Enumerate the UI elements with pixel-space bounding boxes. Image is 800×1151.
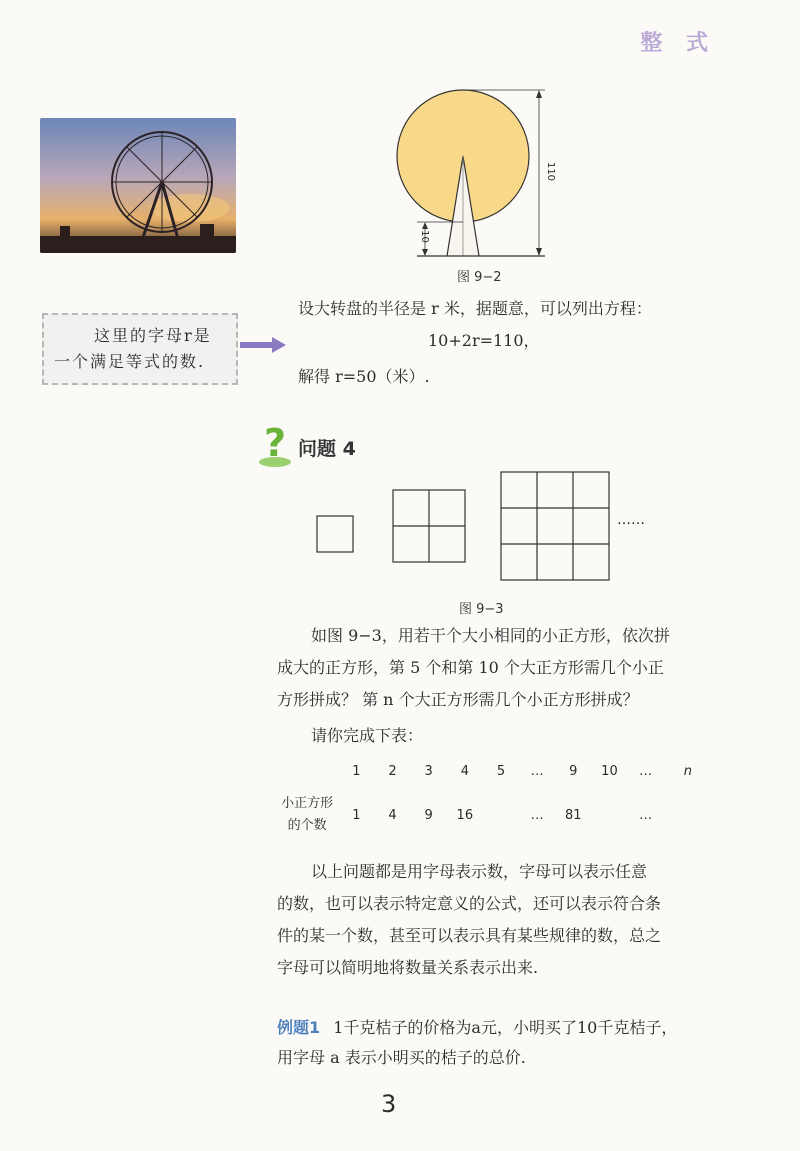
figure-9-3-caption: 图 9−3 <box>459 602 504 617</box>
example-label: 例题1 <box>277 1018 321 1037</box>
table-cell: 16 <box>456 807 474 823</box>
table-row-label <box>276 789 338 841</box>
table-cell: … <box>530 763 544 779</box>
count-table <box>276 753 712 841</box>
example-line-2: 用字母 a 表示小明买的桔子的总价. <box>277 1048 526 1067</box>
margin-note <box>42 313 238 385</box>
figure-9-2 <box>395 86 565 262</box>
table-row <box>276 789 712 841</box>
svg-text:?: ? <box>263 421 287 465</box>
row-label-line-1: 小正方形 <box>281 796 334 811</box>
row-label-line-2: 的个数 <box>287 818 327 833</box>
solution-equation: 10+2r=110， <box>428 331 540 350</box>
table-row <box>276 753 712 789</box>
solution-line-1: 设大转盘的半径是 r 米，据题意，可以列出方程： <box>298 299 652 318</box>
table-cell: 9 <box>569 763 578 779</box>
arrow-right-icon <box>240 337 286 357</box>
table-cell: 1 <box>352 807 361 823</box>
table-cell: 9 <box>424 807 433 823</box>
dimension-110: 110 <box>545 161 557 182</box>
example-1 <box>277 1012 677 1044</box>
ferris-wheel-photo <box>40 118 236 253</box>
table-cell: 5 <box>496 763 506 779</box>
table-cell: … <box>639 763 653 779</box>
table-cell <box>591 789 627 841</box>
note-line-1: 这里的字母r是 <box>94 326 212 345</box>
table-cell <box>664 789 712 841</box>
problem-line-2: 成大的正方形，第 5 个和第 10 个大正方形需几个小正 <box>277 658 664 677</box>
figure-9-3-ellipsis: …… <box>617 512 645 528</box>
summary-line-1: 以上问题都是用字母表示数，字母可以表示任意 <box>311 862 648 881</box>
table-cell: 2 <box>388 763 397 779</box>
table-cell: 3 <box>424 763 433 779</box>
table-cell: 81 <box>565 807 582 823</box>
solution-line-3: 解得 r=50（米）. <box>298 367 430 386</box>
summary-line-3: 件的某一个数，甚至可以表示具有某些规律的数，总之 <box>277 926 662 945</box>
question-4-title: 问题 4 <box>298 438 356 460</box>
problem-line-3: 方形拼成？ 第 n 个大正方形需几个小正方形拼成？ <box>277 690 639 709</box>
dimension-10: 10 <box>418 230 430 243</box>
table-cell: 4 <box>460 763 469 779</box>
table-cell: … <box>639 807 653 823</box>
question-mark-icon <box>255 420 295 472</box>
table-cell <box>276 753 338 789</box>
table-cell: 1 <box>352 763 361 779</box>
page-number: 3 <box>381 1090 397 1118</box>
summary-line-2: 的数，也可以表示特定意义的公式，还可以表示符合条 <box>277 894 662 913</box>
table-cell: 10 <box>601 763 618 779</box>
chapter-title: 整 式 <box>640 31 716 56</box>
table-cell <box>483 789 519 841</box>
table-cell: … <box>530 807 544 823</box>
table-cell: 4 <box>388 807 397 823</box>
table-cell: n <box>683 763 692 779</box>
summary-line-4: 字母可以简明地将数量关系表示出来. <box>277 958 539 977</box>
example-line-1: 1千克桔子的价格为a元，小明买了10千克桔子， <box>333 1018 678 1037</box>
note-line-2: 一个满足等式的数. <box>54 352 206 371</box>
figure-9-2-caption: 图 9−2 <box>457 270 502 285</box>
figure-9-3 <box>315 470 675 585</box>
table-prompt: 请你完成下表： <box>311 726 424 745</box>
problem-line-1: 如图 9−3，用若干个大小相同的小正方形，依次拼 <box>311 626 670 645</box>
